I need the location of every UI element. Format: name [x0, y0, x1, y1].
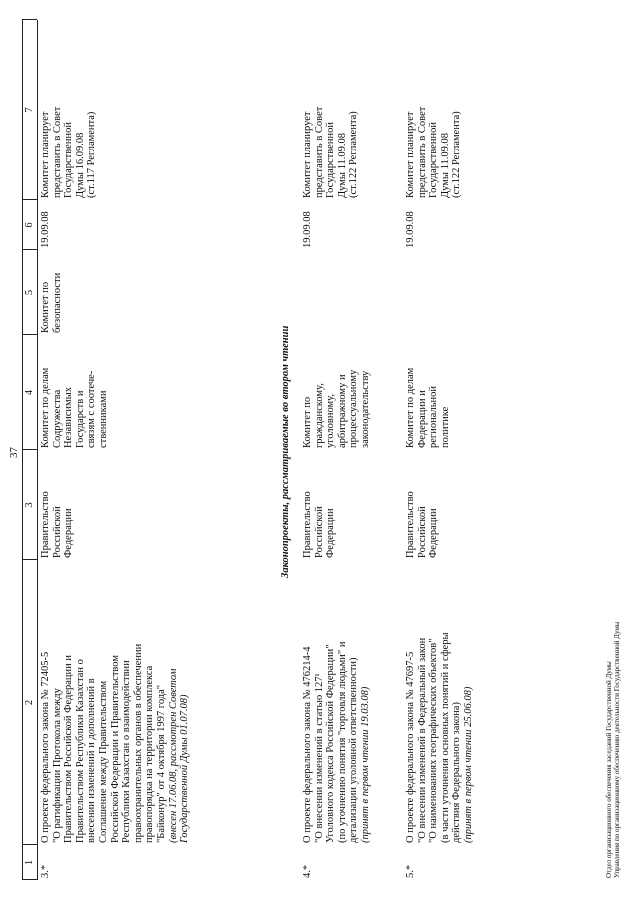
- col-header-5: 5: [24, 289, 35, 296]
- co-committee: Комитет по безопасности: [40, 272, 63, 333]
- row-number: 4.*: [302, 864, 313, 878]
- col-header-4: 4: [24, 389, 35, 396]
- page-number: 37: [8, 447, 20, 458]
- col-header-3: 3: [24, 502, 35, 508]
- plan-note: Комитет планирует представить в Совет Государственной Думы 11.09.08 (ст.122 Регламента): [405, 106, 463, 198]
- date: 19.09.08: [40, 211, 51, 248]
- date: 19.09.08: [302, 211, 313, 248]
- bill-title: О проекте федерального закона № 72405-5 "О ратификации Протокола между Правительством Российской Федерации и Правительством Республики Казахстан о внесении изменений и дополнений в Соглашение между Правительством Российской Федерации и Правительством Республики Казахстан о взаимодействии правоохранительных органов в обеспечении правопорядка на территории комплекса "Байконур" от 4 октября 1997 года" (внесен 17.06.08, рассмотрен Советом Государственной Думы 01.07.08): [40, 643, 191, 843]
- section-heading: Законопроекты, рассматриваемые во втором чтении: [280, 325, 291, 578]
- initiator: Правительство Российской Федерации: [40, 491, 75, 558]
- row-number: 3.*: [40, 864, 51, 878]
- bill-title: О проекте федерального закона № 47697-5 "О внесении изменений в Федеральный закон "О наименованиях географических объектов" (в части уточнения основных понятий и сферы действия Федерального закона) (принят в первом чтении 25.06.08): [405, 632, 474, 843]
- plan-note: Комитет планирует представить в Совет Государственной Думы 16.09.08 (ст.117 Регламента): [40, 106, 98, 198]
- initiator: Правительство Российской Федерации: [302, 491, 337, 558]
- footer: Отдел организационного обеспечения заседаний Государственной Думы Управления по организационному обеспечению деятельности Государственной Думы: [605, 621, 621, 878]
- col-header-2: 2: [24, 699, 35, 706]
- responsible-committee: Комитет по делам Федерации и региональной политике: [405, 367, 451, 448]
- bill-title: О проекте федерального закона № 476214-4 "О внесении изменений в статью 127¹ Уголовного кодекса Российской Федерации" (по уточнению понятия "торговля людьми" и детализации уголовной ответственности) (принят в первом чтении 19.03.08): [302, 641, 371, 843]
- table-top-rule: [22, 20, 23, 880]
- col-header-7: 7: [24, 107, 35, 113]
- table-header-rule: [37, 20, 38, 880]
- date: 19.09.08: [405, 211, 416, 248]
- responsible-committee: Комитет по делам Содружества Независимых Государств и связям с соотече- ственниками: [40, 367, 109, 448]
- plan-note: Комитет планирует представить в Совет Государственной Думы 11.09.08 (ст.122 Регламента): [302, 106, 360, 198]
- responsible-committee: Комитет по гражданскому, уголовному, арбитражному и процессуальному законодательству: [302, 369, 371, 448]
- col-header-1: 1: [24, 859, 35, 866]
- col-header-6: 6: [24, 222, 35, 228]
- row-number: 5.*: [405, 864, 416, 878]
- initiator: Правительство Российской Федерации: [405, 491, 440, 558]
